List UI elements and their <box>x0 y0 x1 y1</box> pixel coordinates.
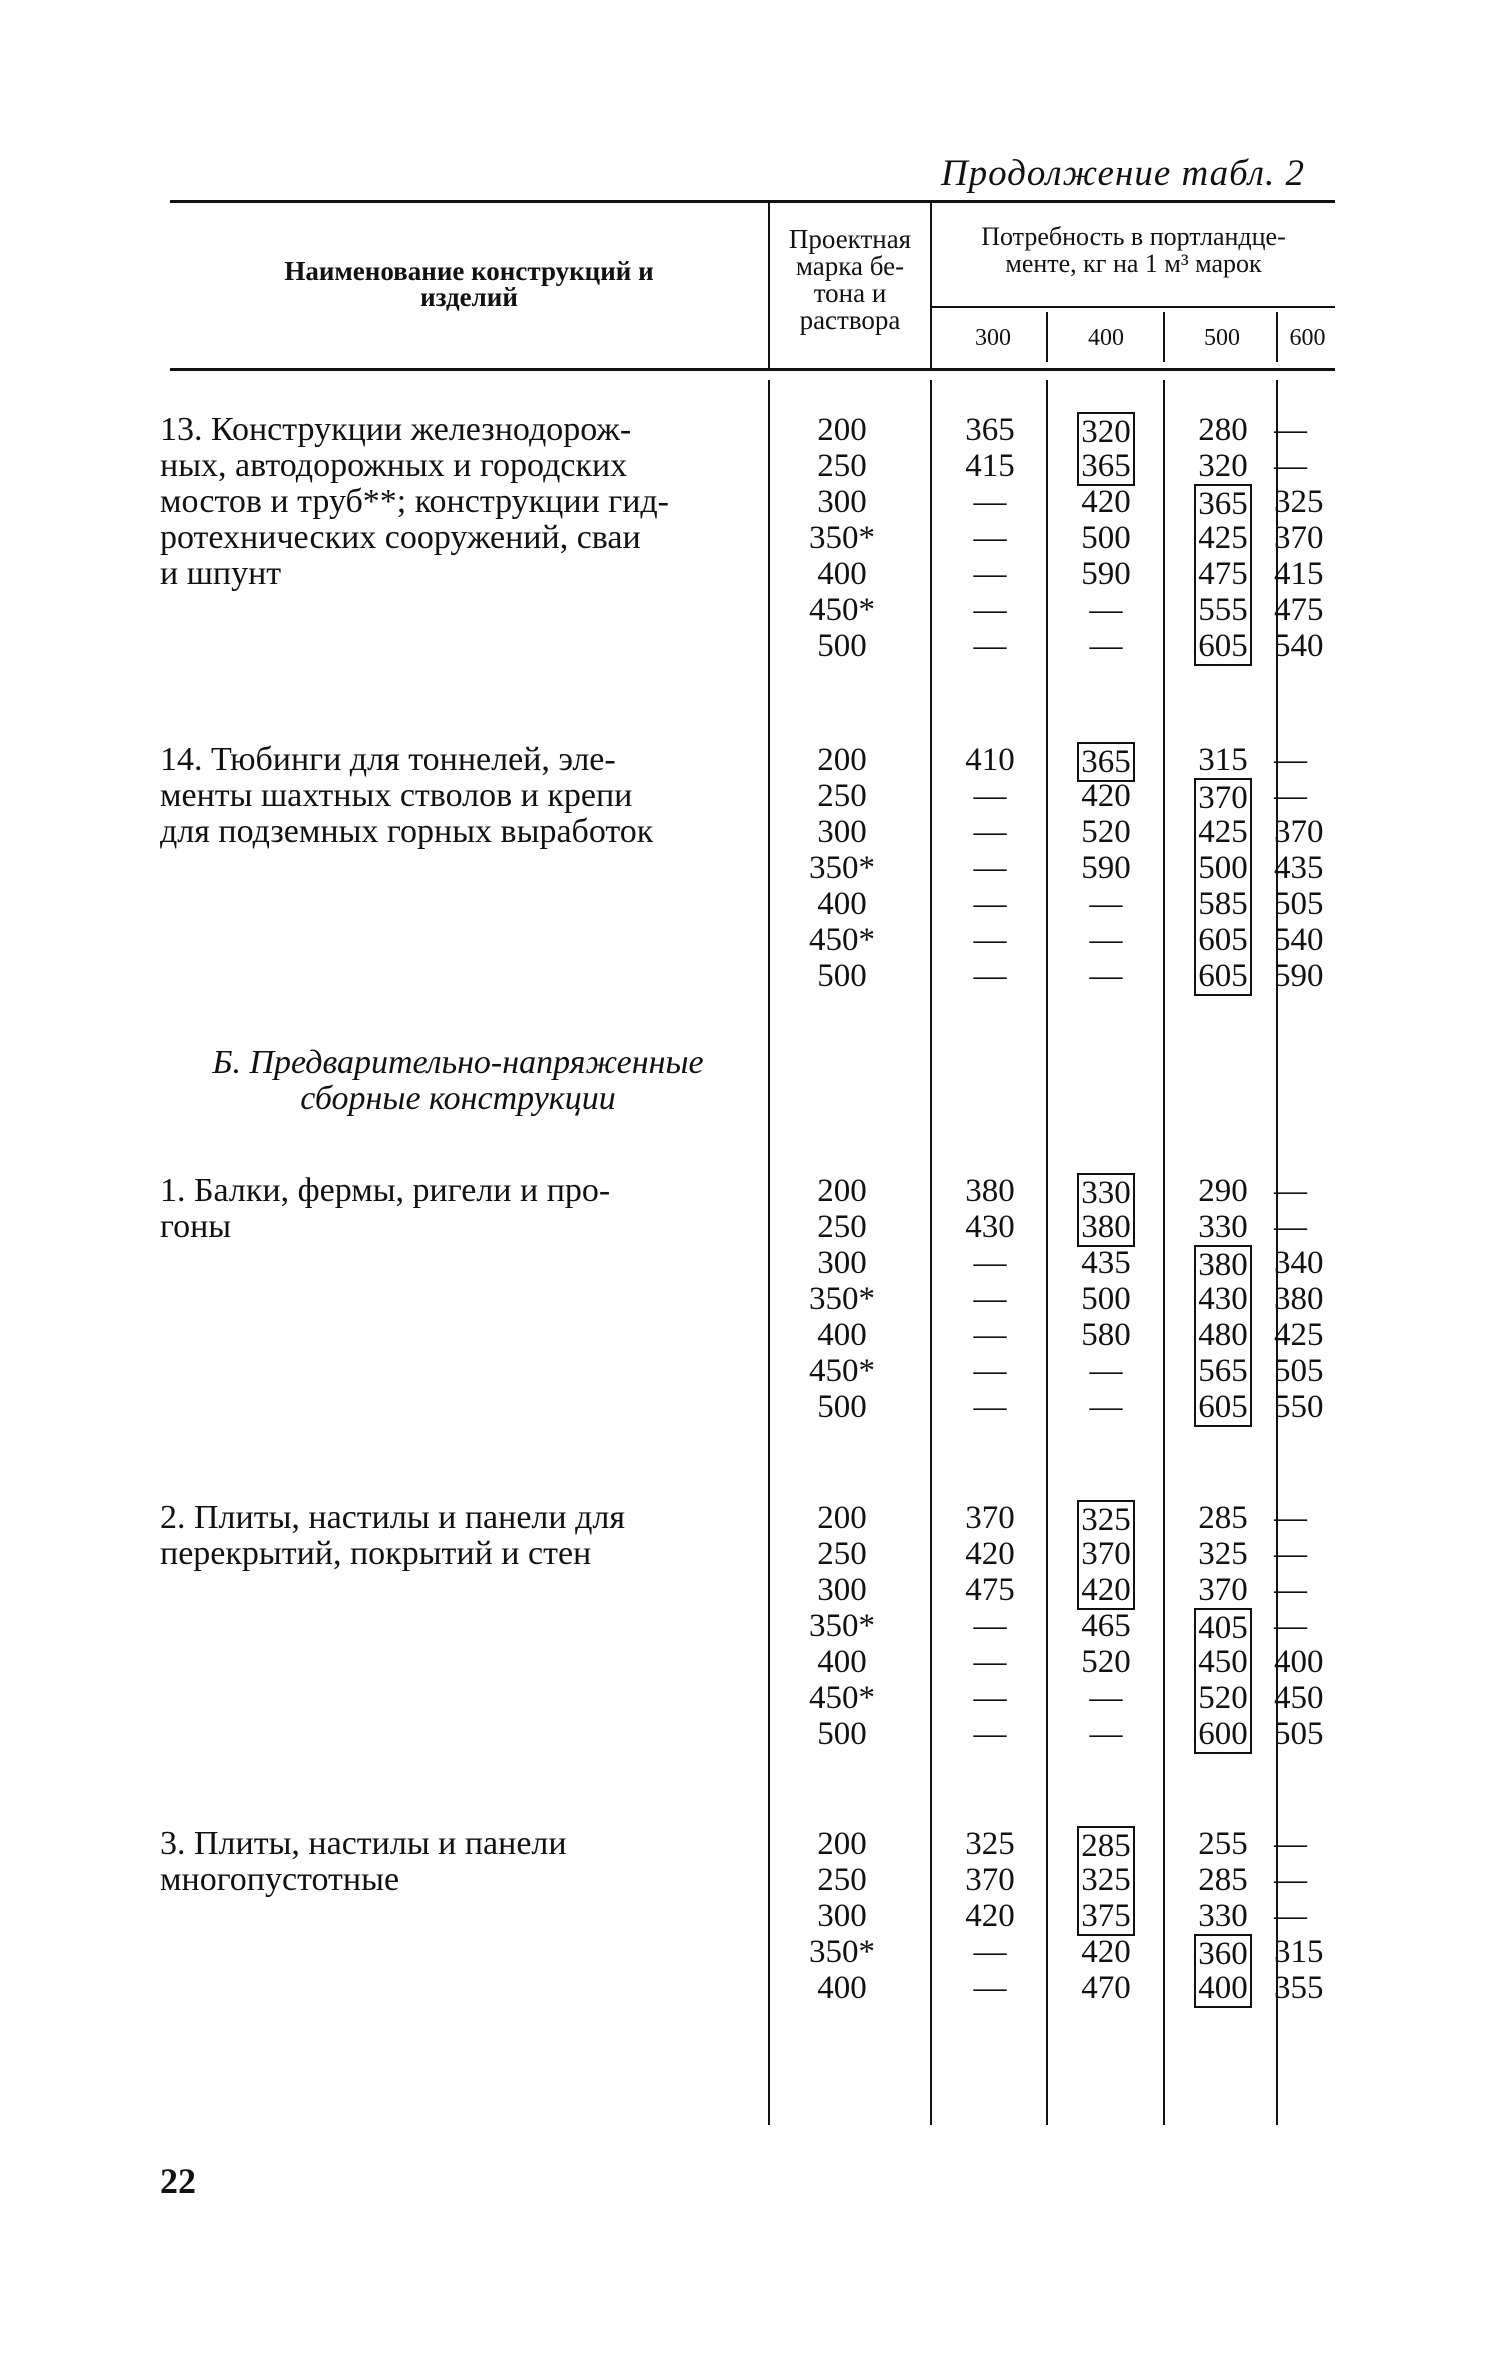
name-line: ных, автодорожных и городских <box>160 447 628 484</box>
table-cell: — <box>973 814 1007 850</box>
table-cell: 200 <box>817 1173 867 1209</box>
header-line: менте, кг на 1 м³ марок <box>1005 249 1262 278</box>
table-cell: — <box>1274 1536 1307 1572</box>
table-cell: 255 <box>1198 1826 1248 1862</box>
table-cell: 435 <box>1274 850 1324 886</box>
header-divider <box>1046 312 1048 362</box>
table-cell: — <box>1274 778 1307 814</box>
header-divider <box>1276 312 1278 362</box>
header-grade-300: 300 <box>975 325 1011 351</box>
table-cell: 370 <box>1274 520 1324 556</box>
cement-400-column <box>1058 742 1154 994</box>
header-cement-need <box>932 223 1335 277</box>
table-cell: 300 <box>817 814 867 850</box>
table-cell: 330 <box>1077 1173 1135 1211</box>
header-line: Проектная <box>788 224 912 254</box>
header-line: марка бе- <box>795 251 905 281</box>
table-cell: 380 <box>1274 1281 1324 1317</box>
table-cell: — <box>1274 1572 1307 1608</box>
table-cell: 370 <box>965 1862 1015 1898</box>
header-line: Потребность в портландце- <box>981 222 1286 251</box>
cement-300-column <box>942 412 1038 664</box>
table-cell: 520 <box>1081 1644 1131 1680</box>
table-cell: 365 <box>965 412 1015 448</box>
table-cell: 420 <box>1077 1572 1135 1610</box>
table-cell: — <box>973 1245 1007 1281</box>
name-line: мостов и труб**; конструкции гид- <box>160 483 670 520</box>
table-cell: — <box>973 958 1007 994</box>
table-cell: 350* <box>809 1934 875 1970</box>
table-cell: — <box>1089 1716 1123 1752</box>
column-divider <box>768 380 770 2125</box>
header-bottom-rule <box>170 368 1335 371</box>
construction-name <box>160 742 756 850</box>
table-cell: 250 <box>817 1209 867 1245</box>
cement-600-column <box>1274 1826 1340 2006</box>
table-cell: 565 <box>1194 1353 1252 1389</box>
name-line: 14. Тюбинги для тоннелей, эле- <box>160 741 616 778</box>
table-cell: — <box>973 886 1007 922</box>
table-cell: 250 <box>817 1536 867 1572</box>
table-cell: 500 <box>1194 850 1252 886</box>
table-cell: 450* <box>809 922 875 958</box>
cement-600-column <box>1274 742 1340 994</box>
design-mark-column <box>782 412 902 664</box>
table-cell: 550 <box>1274 1389 1324 1425</box>
table-cell: 250 <box>817 1862 867 1898</box>
header-divider <box>1163 312 1165 362</box>
table-cell: — <box>1274 1173 1307 1209</box>
header-design-mark <box>770 226 930 334</box>
name-line: 3. Плиты, настилы и панели <box>160 1825 567 1862</box>
table-cell: 600 <box>1194 1716 1252 1754</box>
construction-name <box>160 1826 756 1898</box>
table-cell: — <box>1274 1898 1307 1934</box>
table-cell: 590 <box>1081 556 1131 592</box>
table-cell: 475 <box>1274 592 1324 628</box>
table-cell: 465 <box>1081 1608 1131 1644</box>
table-cell: 350* <box>809 850 875 886</box>
table-cell: — <box>1274 1862 1307 1898</box>
header-construction-name <box>170 258 768 310</box>
table-cell: 585 <box>1194 886 1252 922</box>
table-cell: 505 <box>1274 1353 1324 1389</box>
table-cell: 505 <box>1274 1716 1324 1752</box>
name-line: 13. Конструкции железнодорож- <box>160 411 632 448</box>
table-cell: 500 <box>1081 1281 1131 1317</box>
column-divider <box>1163 380 1165 2125</box>
table-cell: 200 <box>817 1826 867 1862</box>
table-cell: 410 <box>965 742 1015 778</box>
table-cell: 380 <box>1077 1209 1135 1247</box>
cement-500-column <box>1175 412 1271 664</box>
heading-line: Б. Предварительно-напряженные <box>212 1044 704 1081</box>
table-cell: 555 <box>1194 592 1252 628</box>
construction-name <box>160 1173 756 1245</box>
table-cell: 405 <box>1194 1608 1252 1646</box>
table-cell: — <box>973 628 1007 664</box>
header-line: изделий <box>420 282 518 312</box>
table-cell: 420 <box>1081 778 1131 814</box>
table-cell: 605 <box>1194 922 1252 958</box>
column-divider <box>930 380 932 2125</box>
table-cell: 285 <box>1077 1826 1135 1864</box>
table-cell: — <box>1089 886 1123 922</box>
table-cell: 280 <box>1198 412 1248 448</box>
cement-500-column <box>1175 1500 1271 1752</box>
table-cell: — <box>973 556 1007 592</box>
table-cell: — <box>973 1608 1007 1644</box>
table-cell: — <box>973 850 1007 886</box>
table-cell: 430 <box>965 1209 1015 1245</box>
table-cell: 325 <box>965 1826 1015 1862</box>
table-cell: 415 <box>965 448 1015 484</box>
table-cell: — <box>1274 1500 1307 1536</box>
header-grade-400: 400 <box>1088 325 1124 351</box>
table-cell: — <box>973 1353 1007 1389</box>
table-cell: — <box>1089 1353 1123 1389</box>
table-cell: 505 <box>1274 886 1324 922</box>
table-cell: — <box>973 1934 1007 1970</box>
table-cell: 300 <box>817 484 867 520</box>
table-cell: — <box>973 922 1007 958</box>
design-mark-column <box>782 1826 902 2006</box>
table-cell: 290 <box>1198 1173 1248 1209</box>
table-cell: 320 <box>1077 412 1135 450</box>
table-cell: 450* <box>809 1680 875 1716</box>
table-cell: 370 <box>965 1500 1015 1536</box>
table-cell: 430 <box>1194 1281 1252 1317</box>
section-heading-text <box>160 1045 756 1117</box>
table-cell: 420 <box>1081 484 1131 520</box>
table-cell: 520 <box>1194 1680 1252 1716</box>
name-line: многопустотные <box>160 1861 400 1898</box>
cement-600-column <box>1274 1500 1340 1752</box>
design-mark-column <box>782 1173 902 1425</box>
table-cell: 370 <box>1194 778 1252 816</box>
table-cell: 350* <box>809 520 875 556</box>
cement-400-column <box>1058 1500 1154 1752</box>
table-cell: 380 <box>1194 1245 1252 1283</box>
table-cell: 590 <box>1274 958 1324 994</box>
table-cell: — <box>1274 742 1307 778</box>
name-line: перекрытий, покрытий и стен <box>160 1535 592 1572</box>
construction-name <box>160 1500 756 1572</box>
table-cell: 200 <box>817 412 867 448</box>
table-cell: — <box>973 1389 1007 1425</box>
table-cell: 590 <box>1081 850 1131 886</box>
table-cell: 400 <box>1194 1970 1252 2008</box>
cement-500-column <box>1175 742 1271 994</box>
table-cell: — <box>973 1281 1007 1317</box>
table-cell: 500 <box>1081 520 1131 556</box>
table-cell: — <box>973 484 1007 520</box>
table-top-rule <box>170 200 1335 203</box>
cement-500-column <box>1175 1826 1271 2006</box>
table-cell: 325 <box>1077 1500 1135 1538</box>
table-cell: 540 <box>1274 628 1324 664</box>
table-cell: 365 <box>1194 484 1252 522</box>
header-grade-600: 600 <box>1289 325 1326 351</box>
table-cell: — <box>973 520 1007 556</box>
table-cell: 360 <box>1194 1934 1252 1972</box>
name-line: и шпунт <box>160 555 282 592</box>
table-cell: 320 <box>1198 448 1248 484</box>
table-cell: 300 <box>817 1898 867 1934</box>
table-cell: 340 <box>1274 1245 1324 1281</box>
construction-name <box>160 412 756 592</box>
table-cell: 200 <box>817 742 867 778</box>
table-cell: — <box>1089 1680 1123 1716</box>
table-cell: 400 <box>1274 1644 1324 1680</box>
table-cell: 330 <box>1198 1209 1248 1245</box>
header-line: тона и <box>813 278 887 308</box>
table-cell: 370 <box>1198 1572 1248 1608</box>
table-cell: 365 <box>1077 742 1135 782</box>
subheader-rule <box>932 306 1335 308</box>
page-number: 22 <box>160 2161 196 2201</box>
table-cell: 425 <box>1274 1317 1324 1353</box>
table-cell: — <box>973 592 1007 628</box>
heading-line: сборные конструкции <box>300 1080 616 1117</box>
table-cell: 605 <box>1194 958 1252 996</box>
table-cell: — <box>1089 922 1123 958</box>
table-cell: 605 <box>1194 1389 1252 1427</box>
table-cell: 475 <box>1194 556 1252 592</box>
table-caption: Продолжение табл. 2 <box>940 153 1305 194</box>
table-cell: 480 <box>1194 1317 1252 1353</box>
name-line: гоны <box>160 1208 232 1245</box>
table-cell: — <box>1089 592 1123 628</box>
table-cell: 365 <box>1077 448 1135 486</box>
table-cell: 250 <box>817 778 867 814</box>
table-cell: 425 <box>1194 814 1252 850</box>
table-cell: — <box>973 1680 1007 1716</box>
header-line: Наименование конструкций и <box>284 256 654 286</box>
name-line: 2. Плиты, настилы и панели для <box>160 1499 625 1536</box>
cement-500-column <box>1175 1173 1271 1425</box>
table-cell: 400 <box>817 1644 867 1680</box>
table-cell: 300 <box>817 1245 867 1281</box>
table-cell: — <box>973 778 1007 814</box>
table-cell: 420 <box>1081 1934 1131 1970</box>
table-cell: 315 <box>1274 1934 1324 1970</box>
table-cell: — <box>1274 1209 1307 1245</box>
cement-400-column <box>1058 412 1154 664</box>
cement-300-column <box>942 1826 1038 2006</box>
table-cell: — <box>1274 1608 1307 1644</box>
table-cell: — <box>1089 628 1123 664</box>
table-cell: — <box>1089 1389 1123 1425</box>
table-cell: 420 <box>965 1536 1015 1572</box>
design-mark-column <box>782 1500 902 1752</box>
table-cell: — <box>973 1970 1007 2006</box>
cement-300-column <box>942 742 1038 994</box>
table-cell: 500 <box>817 1716 867 1752</box>
table-cell: 355 <box>1274 1970 1324 2006</box>
cement-600-column <box>1274 1173 1340 1425</box>
table-cell: — <box>973 1644 1007 1680</box>
table-cell: 330 <box>1198 1898 1248 1934</box>
table-cell: — <box>973 1716 1007 1752</box>
table-cell: 500 <box>817 1389 867 1425</box>
table-cell: 435 <box>1081 1245 1131 1281</box>
table-cell: 425 <box>1194 520 1252 556</box>
table-cell: 400 <box>817 1970 867 2006</box>
name-line: ротехнических сооружений, сваи <box>160 519 641 556</box>
cement-400-column <box>1058 1173 1154 1425</box>
table-cell: 450* <box>809 592 875 628</box>
table-cell: 380 <box>965 1173 1015 1209</box>
table-cell: — <box>1089 958 1123 994</box>
table-cell: 375 <box>1077 1898 1135 1936</box>
table-cell: 475 <box>965 1572 1015 1608</box>
table-cell: 500 <box>817 628 867 664</box>
table-cell: 500 <box>817 958 867 994</box>
table-cell: — <box>973 1317 1007 1353</box>
table-cell: — <box>1274 1826 1307 1862</box>
name-line: для подземных горных выработок <box>160 813 654 850</box>
header-line: раствора <box>799 305 901 335</box>
table-cell: 415 <box>1274 556 1324 592</box>
table-cell: 315 <box>1198 742 1248 778</box>
table-cell: 350* <box>809 1281 875 1317</box>
table-cell: 370 <box>1077 1536 1135 1572</box>
table-cell: 470 <box>1081 1970 1131 2006</box>
table-cell: 540 <box>1274 922 1324 958</box>
table-cell: — <box>1274 448 1307 484</box>
table-cell: 325 <box>1077 1862 1135 1898</box>
table-cell: 350* <box>809 1608 875 1644</box>
table-cell: 400 <box>817 1317 867 1353</box>
table-cell: 200 <box>817 1500 867 1536</box>
table-cell: 285 <box>1198 1500 1248 1536</box>
table-cell: 400 <box>817 556 867 592</box>
cement-300-column <box>942 1173 1038 1425</box>
table-cell: 520 <box>1081 814 1131 850</box>
table-cell: 325 <box>1198 1536 1248 1572</box>
table-cell: 370 <box>1274 814 1324 850</box>
column-divider <box>1046 380 1048 2125</box>
table-cell: 400 <box>817 886 867 922</box>
table-cell: — <box>1274 412 1307 448</box>
name-line: менты шахтных стволов и крепи <box>160 777 633 814</box>
design-mark-column <box>782 742 902 994</box>
table-cell: 300 <box>817 1572 867 1608</box>
table-cell: 325 <box>1274 484 1324 520</box>
table-cell: 285 <box>1198 1862 1248 1898</box>
table-cell: 250 <box>817 448 867 484</box>
table-cell: 450* <box>809 1353 875 1389</box>
table-cell: 420 <box>965 1898 1015 1934</box>
cement-300-column <box>942 1500 1038 1752</box>
cement-600-column <box>1274 412 1340 664</box>
table-cell: 580 <box>1081 1317 1131 1353</box>
table-cell: 450 <box>1194 1644 1252 1680</box>
table-cell: 450 <box>1274 1680 1324 1716</box>
cement-400-column <box>1058 1826 1154 2006</box>
table-cell: 605 <box>1194 628 1252 666</box>
name-line: 1. Балки, фермы, ригели и про- <box>160 1172 611 1209</box>
header-grade-500: 500 <box>1204 325 1240 351</box>
